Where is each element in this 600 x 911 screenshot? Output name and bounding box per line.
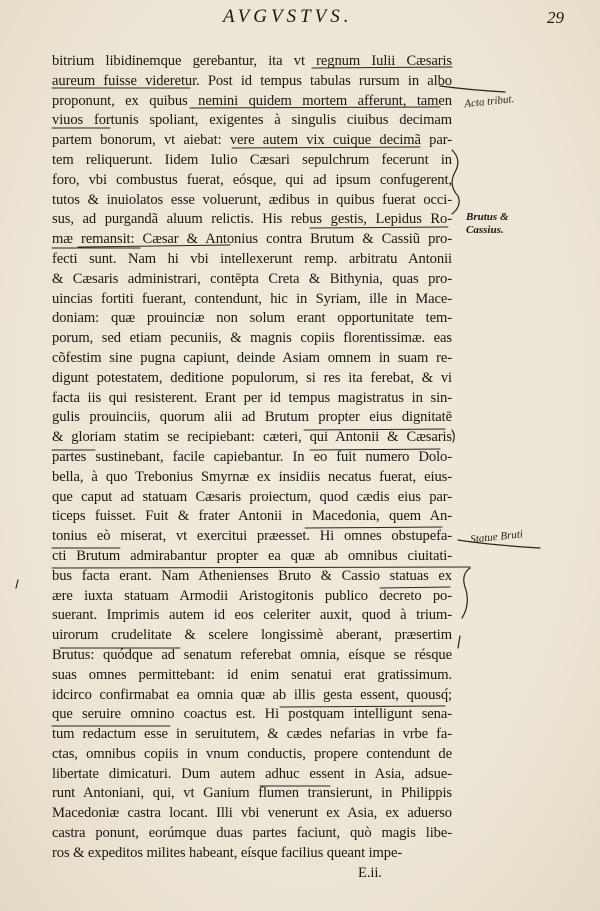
- text-line: Brutus: quódque ad senatum referebat omnia, eísque se résque: [52, 646, 452, 663]
- text-line: partem bonorum, vt aiebat: vere autem vix cuique decimã par-: [52, 132, 452, 149]
- text-line: cõfestim sine pugna capiunt, deinde Asiam omnem in suam re-: [52, 349, 452, 366]
- signature-mark: E.ii.: [358, 864, 382, 881]
- text-line: aureum fuisse videretur. Post id tempus tabulas rursum in albo: [52, 72, 452, 89]
- text-line: tonius eò miserat, vt exercitui præesset. Hi omnes obstupefa-: [52, 528, 452, 545]
- text-line: sus, ad purgandã aluum relictis. His rebus gestis, Lepidus Ro-: [52, 211, 452, 228]
- text-line: porum, sed etiam pecuniis, & magnis copiis florentissimæ. eas: [52, 330, 452, 347]
- text-line: ære iuxta statuam Armodii Aristogitonis publico decreto po-: [52, 587, 452, 604]
- body-text: [52, 52, 452, 883]
- text-line: tum redactum esse in seruitutem, & cædes nefarias in vrbe fa-: [52, 726, 452, 743]
- text-line: partes sustinebant, facile capiebantur. In eo fuit numero Dolo-: [52, 448, 452, 465]
- text-line: facta iis qui resisterent. Erant per id tempus magistratus in sin-: [52, 389, 452, 406]
- text-line: viuos fortunis spoliant, exigentes à singulis ciuibus decimam: [52, 112, 452, 129]
- text-line: ros & expeditos milites habeant, eísque facilius queant impe-: [52, 844, 403, 861]
- text-line: bella, à quo Trebonius Smyrnæ ex insidiis necatus fuerat, eius-: [52, 468, 452, 485]
- text-line: ctas, omnibus copiis in vnum conductis, propere contendunt de: [52, 745, 452, 762]
- page-number: 29: [547, 8, 564, 27]
- text-line: bitrium libidinemque gerebantur, ita vt regnum Iulii Cæsaris: [52, 53, 452, 69]
- marginal-note-brutus-cassius: Brutus & Cassius.: [466, 211, 509, 236]
- text-line: uincias fortiti fuerant, contendunt, hic in Syriam, ille in Mace-: [52, 290, 452, 307]
- text-line: ticeps fuisset. Fuit & frater Antonii in Macedonia, quem An-: [52, 508, 452, 525]
- text-line: foro, vbi combustus fuerat, eósque, qui ad ipsum confugerent,: [52, 171, 452, 188]
- running-head: [0, 4, 600, 34]
- text-line: tem reliquerunt. Iidem Iulio Cæsari sepulchrum fecerunt in: [52, 151, 452, 168]
- text-line: gulis prouinciis, quorum alii ad Brutum propter eius dignitatē: [52, 409, 452, 426]
- running-title: AVGVSTVS.: [223, 6, 353, 27]
- text-line: mæ remansit: Cæsar & Antonius contra Brutum & Cassiũ pro-: [52, 231, 452, 248]
- text-line: doniam: quæ prouinciæ non solum erant opportunitate tem-: [52, 310, 452, 327]
- text-line: proponunt, ex quibus nemini quidem mortem afferunt, tamen: [52, 92, 452, 109]
- text-line: digunt potestatem, deditione populorum, si res ita ferebat, & vi: [52, 369, 452, 386]
- text-line: uirorum crudelitate & scelere longissimè aberant, præsertim: [52, 627, 452, 644]
- text-line: tutos & inuiolatos esse voluerunt, ædibus in quibus fuerat occi-: [52, 191, 452, 208]
- text-line: que seruire omnino coactus est. Hi postquam intelligunt sena-: [52, 706, 452, 723]
- text-line: cti Brutum admirabantur propter ea quæ ab omnibus ciuitati-: [52, 547, 452, 564]
- text-line: libertate dimicaturi. Dum autem adhuc essent in Asia, adsue-: [52, 765, 452, 782]
- text-line: runt Antoniani, qui, vt Ganium flumen transierunt, in Philippis: [52, 785, 452, 802]
- handwritten-note: Acta tribut.: [463, 93, 515, 111]
- text-line: bus facta erant. Nam Athenienses Bruto & Cassio statuas ex: [52, 567, 452, 584]
- text-line: Macedoniæ castra locant. Illi vbi venerunt ex Asia, ex aduerso: [52, 805, 452, 822]
- text-line: castra ponunt, eorúmque duas partes faciunt, quò magis libe-: [52, 825, 452, 842]
- text-line: suerant. Imprimis autem id eos celeriter auxit, quod à trium-: [52, 607, 452, 624]
- text-line: suas omnes permittebant: id enim senatui erat gratissimum.: [52, 666, 452, 683]
- text-line: idcirco confirmabat ea omnia quæ ab illis gesta essent, quousq́;: [52, 686, 452, 703]
- text-line: fecti sunt. Nam hi vbi intellexerunt remp. arbitratu Antonii: [52, 250, 452, 267]
- text-line: & gloriam statim se recipiebant: cæteri, qui Antonii & Cæsaris: [52, 429, 452, 446]
- handwritten-note: Statue Bruti: [469, 528, 524, 546]
- text-line: que caput ad statuam Cæsaris proiectum, quod cædis eius par-: [52, 488, 452, 505]
- text-line: & Cæsaris administrari, contēpta Creta & Bithynia, quas pro-: [52, 270, 452, 287]
